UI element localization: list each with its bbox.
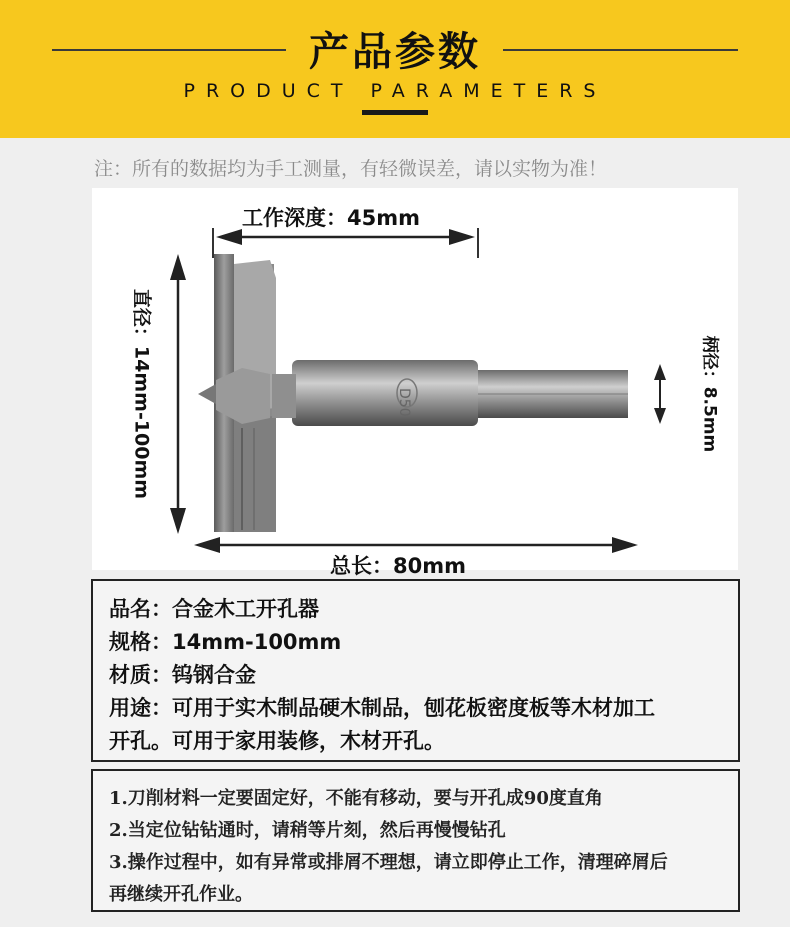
tip-3: 3.操作过程中，如有异常或排屑不理想，请立即停止工作，清理碎屑后 xyxy=(109,852,668,873)
shank-diameter-label: 柄径：8.5mm xyxy=(699,335,720,453)
spec-name: 品名：合金木工开孔器 xyxy=(109,597,319,621)
tip-2: 2.当定位钻钻通时，请稍等片刻，然后再慢慢钻孔 xyxy=(109,820,506,841)
tip-1: 1.刀削材料一定要固定好，不能有移动，要与开孔成90度直角 xyxy=(109,788,603,809)
page-title: 产品参数 xyxy=(309,29,481,75)
diameter-label: 直径：14mm-100mm xyxy=(130,288,153,500)
shank-marking: D50 xyxy=(396,388,412,417)
page-subtitle: PRODUCT PARAMETERS xyxy=(183,80,607,102)
measurement-note: 注：所有的数据均为手工测量，有轻微误差，请以实物为准！ xyxy=(94,158,608,180)
depth-label: 工作深度：45mm xyxy=(242,206,420,230)
spec-material: 材质：钨钢合金 xyxy=(109,663,256,687)
spec-panel xyxy=(91,579,740,762)
tips-panel xyxy=(91,769,740,912)
total-length-label: 总长：80mm xyxy=(330,554,466,578)
header-banner xyxy=(0,0,790,138)
spec-size: 规格：14mm-100mm xyxy=(109,630,342,654)
spec-usage-cont: 开孔。可用于家用装修，木材开孔。 xyxy=(109,729,445,753)
spec-usage: 用途：可用于实木制品硬木制品，刨花板密度板等木材加工 xyxy=(109,696,655,720)
header-rule-right xyxy=(503,49,738,51)
product-diagram xyxy=(92,188,738,578)
subtitle-underline xyxy=(362,110,428,115)
tip-3-cont: 再继续开孔作业。 xyxy=(109,884,253,905)
drill-bit-illustration xyxy=(92,188,738,570)
